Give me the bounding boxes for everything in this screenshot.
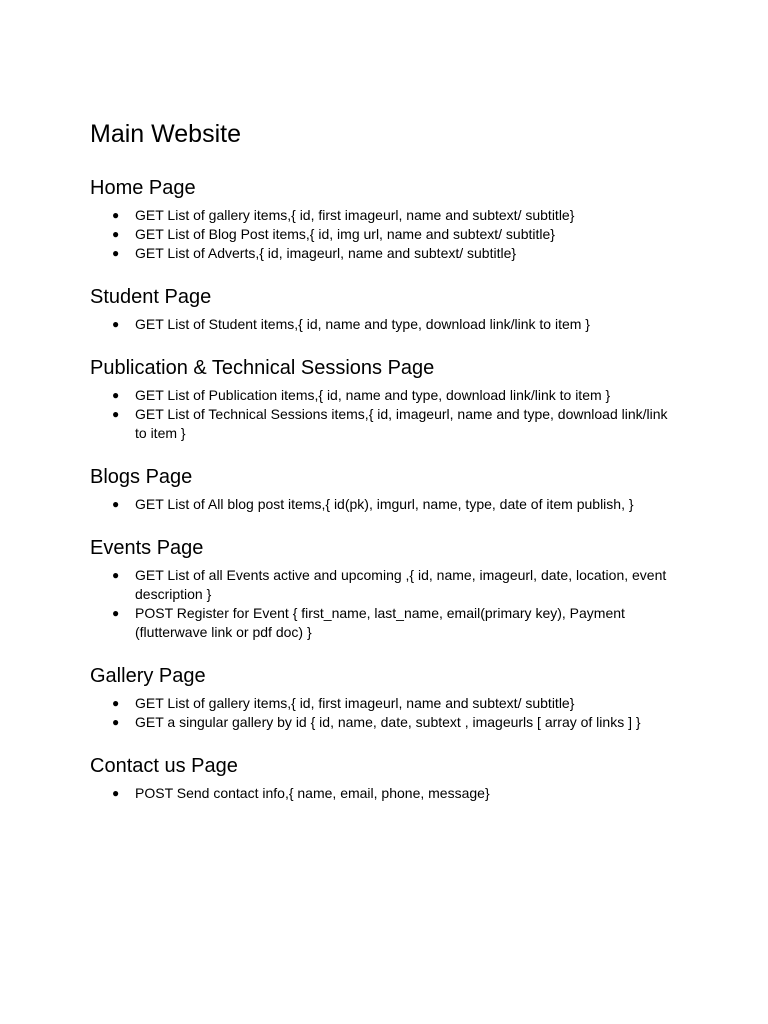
list-item-text: GET a singular gallery by id { id, name, date, subtext , imageurls [ array of links ] } — [135, 714, 641, 730]
bullet-icon: ● — [112, 497, 120, 511]
section-heading: Events Page — [90, 537, 204, 559]
section-student-page — [90, 283, 680, 334]
bullet-icon: ● — [112, 227, 120, 241]
list-item-text: GET List of gallery items,{ id, first imageurl, name and subtext/ subtitle} — [135, 207, 575, 223]
list-item — [90, 604, 680, 642]
list-item-text: GET List of Student items,{ id, name and type, download link/link to item } — [135, 316, 590, 332]
section-gallery-page — [90, 662, 680, 732]
bullet-icon: ● — [112, 715, 120, 729]
bullet-icon: ● — [112, 407, 120, 421]
list-item — [90, 566, 680, 604]
list-item-text: GET List of Technical Sessions items,{ id, imageurl, name and type, download link/link to item } — [135, 406, 668, 441]
list-item — [90, 694, 680, 713]
bullet-icon: ● — [112, 568, 120, 582]
list-item-text: GET List of gallery items,{ id, first imageurl, name and subtext/ subtitle} — [135, 695, 575, 711]
list-item-text: POST Register for Event { first_name, last_name, email(primary key), Payment (flutterwave link or pdf doc) } — [135, 605, 625, 640]
list-item-text: GET List of Adverts,{ id, imageurl, name and subtext/ subtitle} — [135, 245, 517, 261]
section-heading: Gallery Page — [90, 665, 206, 687]
bullet-list — [90, 566, 680, 642]
bullet-list — [90, 386, 680, 443]
list-item-text: POST Send contact info,{ name, email, phone, message} — [135, 785, 490, 801]
list-item-text: GET List of Publication items,{ id, name and type, download link/link to item } — [135, 387, 611, 403]
list-item — [90, 225, 680, 244]
bullet-icon: ● — [112, 696, 120, 710]
list-item-text: GET List of Blog Post items,{ id, img url, name and subtext/ subtitle} — [135, 226, 555, 242]
bullet-list — [90, 784, 680, 803]
bullet-icon: ● — [112, 246, 120, 260]
section-publication-page — [90, 354, 680, 443]
section-events-page — [90, 534, 680, 642]
bullet-icon: ● — [112, 317, 120, 331]
bullet-list — [90, 206, 680, 263]
list-item — [90, 405, 680, 443]
bullet-list — [90, 495, 680, 514]
section-blogs-page — [90, 463, 680, 514]
section-heading: Home Page — [90, 177, 196, 199]
list-item — [90, 495, 680, 514]
list-item-text: GET List of All blog post items,{ id(pk), imgurl, name, type, date of item publish, } — [135, 496, 634, 512]
bullet-icon: ● — [112, 786, 120, 800]
bullet-icon: ● — [112, 606, 120, 620]
section-heading: Blogs Page — [90, 466, 193, 488]
list-item — [90, 315, 680, 334]
section-heading: Publication & Technical Sessions Page — [90, 357, 435, 379]
list-item — [90, 386, 680, 405]
section-heading: Contact us Page — [90, 755, 238, 777]
list-item — [90, 713, 680, 732]
bullet-icon: ● — [112, 388, 120, 402]
section-contact-page — [90, 752, 680, 803]
bullet-list — [90, 315, 680, 334]
document-title: Main Website — [90, 120, 241, 148]
list-item — [90, 784, 680, 803]
list-item — [90, 206, 680, 225]
bullet-icon: ● — [112, 208, 120, 222]
bullet-list — [90, 694, 680, 732]
section-home-page — [90, 174, 680, 263]
document-body — [90, 116, 680, 803]
section-heading: Student Page — [90, 286, 212, 308]
list-item-text: GET List of all Events active and upcoming ,{ id, name, imageurl, date, location, event description } — [135, 567, 667, 602]
list-item — [90, 244, 680, 263]
